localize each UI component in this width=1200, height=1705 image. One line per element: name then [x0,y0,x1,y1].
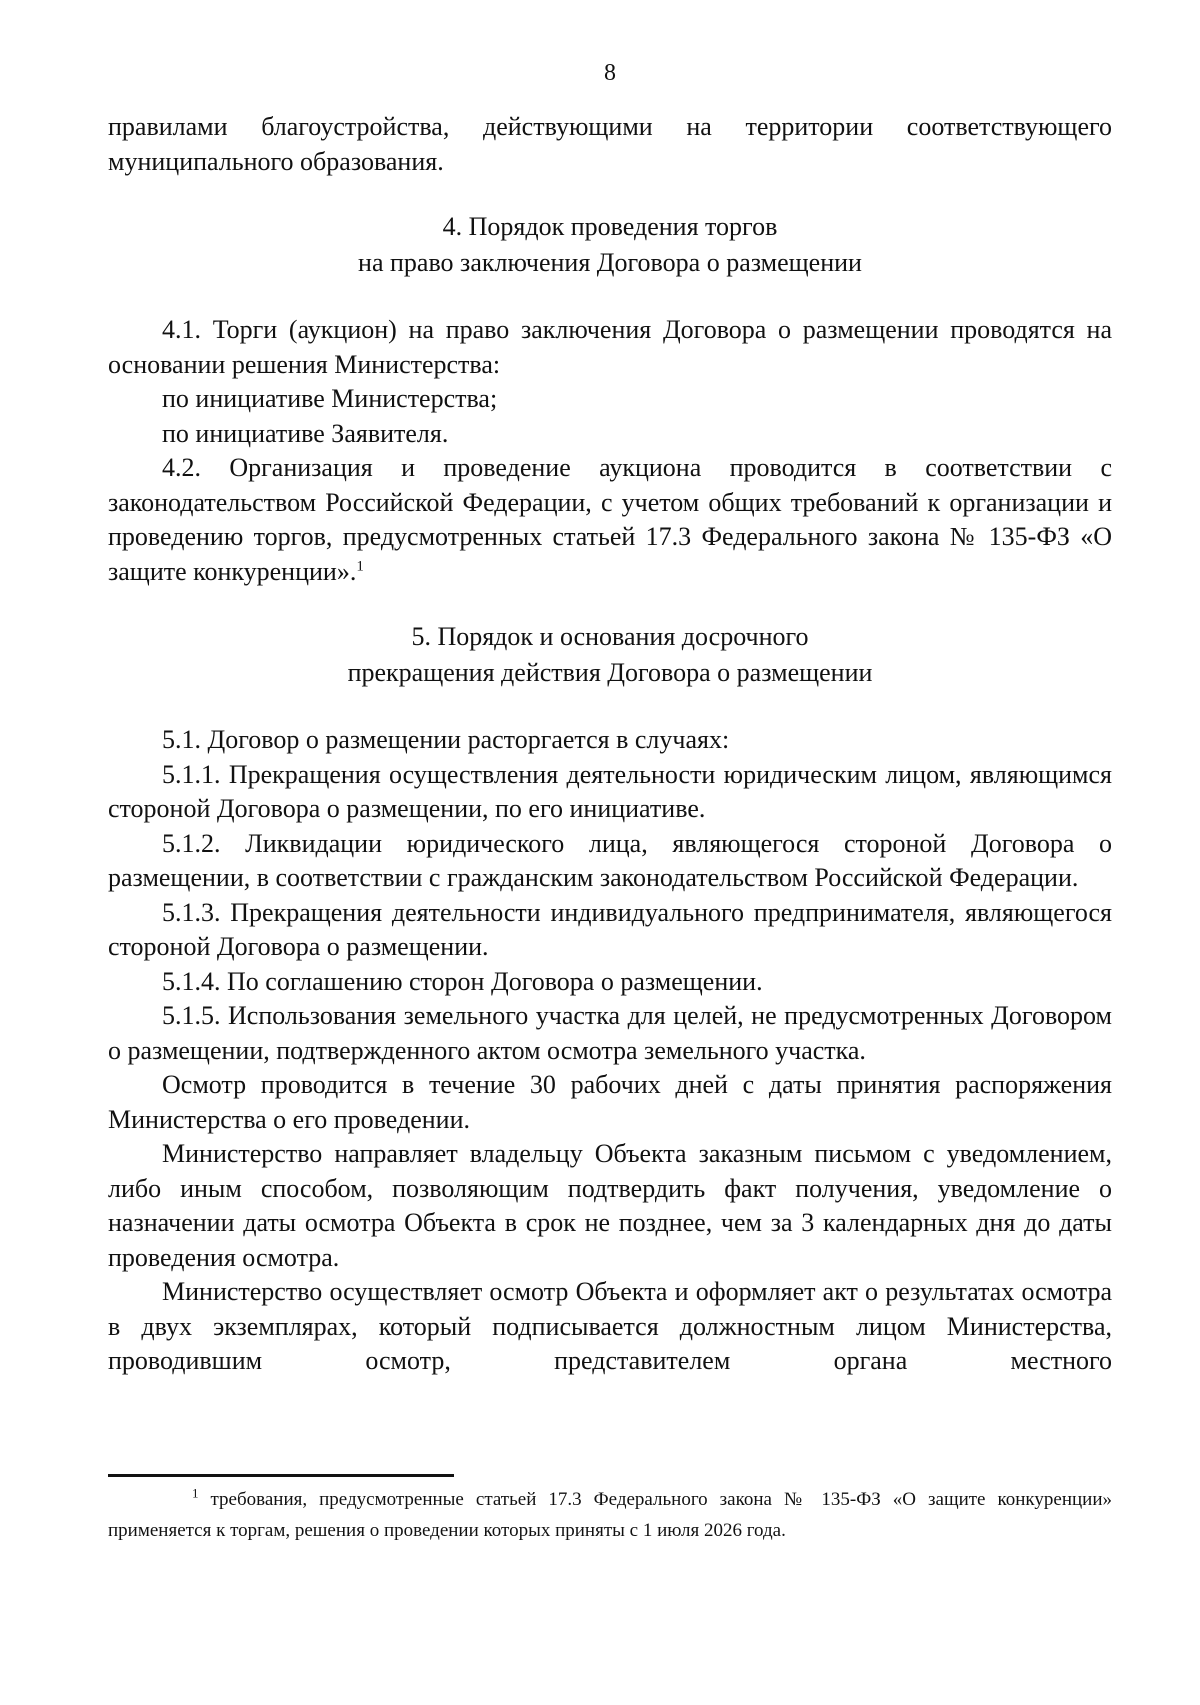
document-page [108,58,1112,1379]
act-paragraph: Министерство осуществляет осмотр Объекта и оформляет акт о результатах осмотра в двух экземплярах, который подписывается должностным лицом Министерства, проводившим осмотр, представителем органа местного [108,1277,1112,1375]
section-5-heading-line-2: прекращения действия Договора о размещении [347,658,873,687]
footnote-divider [108,1474,454,1477]
footnote-text: требования, предусмотренные статьей 17.3 Федерального закона № 135-ФЗ «О защите конкуренции» применяется к торгам, решения о проведении которых приняты с 1 июля 2026 года. [108,1489,1112,1541]
footnote [108,1484,1112,1546]
notice-paragraph: Министерство направляет владельцу Объекта заказным письмом с уведомлением, либо иным способом, позволяющим подтвердить факт получения, уведомление о назначении даты осмотра Объекта в срок не позднее, чем за 3 календарных дня до даты проведения осмотра. [108,1139,1112,1272]
clause-4-2 [108,451,1112,589]
inspection-paragraph: Осмотр проводится в течение 30 рабочих дней с даты принятия распоряжения Министерства о его проведении. [108,1070,1112,1134]
footnote-marker: 1 [192,1485,199,1501]
clause-5-1-5: 5.1.5. Использования земельного участка для целей, не предусмотренных Договором о размещении, подтвержденного актом осмотра земельного участка. [108,1001,1112,1065]
clause-5-1-2: 5.1.2. Ликвидации юридического лица, являющегося стороной Договора о размещении, в соответствии с гражданским законодательством Российской Федерации. [108,828,1112,892]
clause-5-1-1: 5.1.1. Прекращения осуществления деятельности юридическим лицом, являющимся стороной Договора о размещении, по его инициативе. [108,759,1112,823]
clause-5-1: 5.1. Договор о размещении расторгается в случаях: [162,725,730,754]
clause-4-1: 4.1. Торги (аукцион) на право заключения Договора о размещении проводятся на основании решения Министерства: [108,315,1112,379]
section-4-heading-line-1: 4. Порядок проведения торгов [442,212,778,241]
continuation-paragraph: правилами благоустройства, действующими на территории соответствующего муниципального образования. [108,112,1112,176]
clause-4-1-item-a: по инициативе Министерства; [162,384,498,413]
clause-4-2-text: 4.2. Организация и проведение аукциона проводится в соответствии с законодательством Российской Федерации, с учетом общих требований к организации и проведению торгов, предусмотренных статьей 17.3 Федерального закона № 135-ФЗ «О защите конкуренции». [108,453,1112,586]
clause-5-1-4: 5.1.4. По соглашению сторон Договора о размещении. [162,966,763,996]
section-5-heading [108,619,1112,691]
section-4-heading-line-2: на право заключения Договора о размещении [358,248,862,277]
footnote-reference[interactable]: 1 [356,557,364,574]
page-number: 8 [604,60,616,86]
section-5-heading-line-1: 5. Порядок и основания досрочного [411,622,809,651]
clause-5-1-3: 5.1.3. Прекращения деятельности индивидуального предпринимателя, являющегося стороной Договора о размещении. [108,897,1112,961]
section-4-heading [108,209,1112,281]
clause-4-1-item-b: по инициативе Заявителя. [162,418,449,448]
